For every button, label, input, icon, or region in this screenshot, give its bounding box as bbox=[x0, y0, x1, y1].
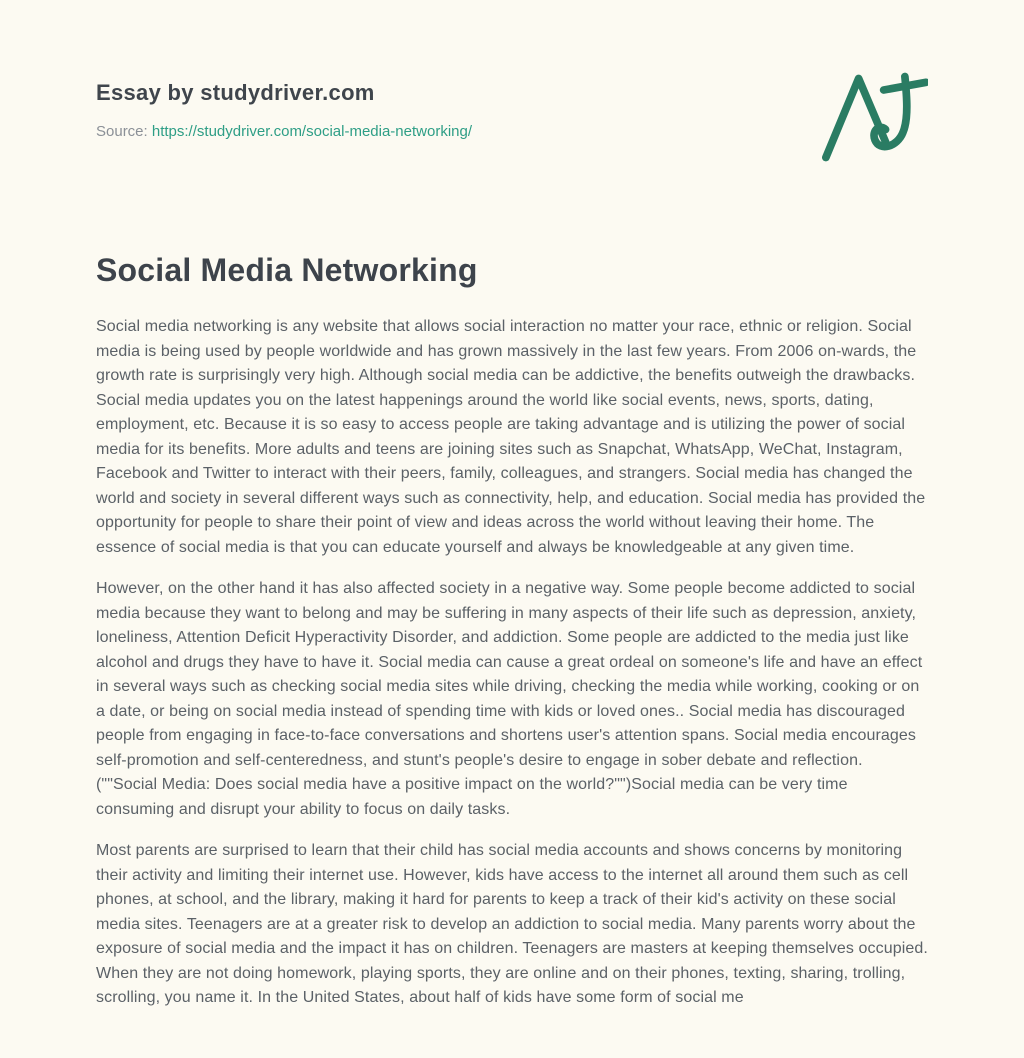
essay-by-heading: Essay by studydriver.com bbox=[96, 80, 375, 105]
essay-paragraph: Social media networking is any website that allows social interaction no matter your race, ethnic or religion. Social media is being used by people worldwide and has grown massively in the last few years. From 2006 on-wards, the growth rate is surprisingly very high. Although social media can be addictive, the benefits outweigh the drawbacks. Social media updates you on the latest happenings around the world like social events, news, sports, dating, employment, etc. Because it is so easy to access people are taking advantage and is utilizing the power of social media for its benefits. More adults and teens are joining sites such as Snapchat, WhatsApp, WeChat, Instagram, Facebook and Twitter to interact with their peers, family, colleagues, and strangers. Social media has changed the world and society in several different ways such as connectivity, help, and education. Social media has provided the opportunity for people to share their point of view and ideas across the world without leaving their home. The essence of social media is that you can educate yourself and always be knowledgeable at any given time. bbox=[96, 318, 926, 556]
essay-paragraph: Most parents are surprised to learn that their child has social media accounts and shows concerns by monitoring their activity and limiting their internet use. However, kids have access to the internet all around them such as cell phones, at school, and the library, making it hard for parents to keep a track of their kid's activity on these social media sites. Teenagers are at a greater risk to develop an addiction to social media. Many parents worry about the exposure of social media and the impact it has on children. Teenagers are masters at keeping themselves occupied. When they are not doing homework, playing sports, they are online and on their phones, texting, sharing, trolling, scrolling, you name it. In the United States, about half of kids have some form of social me bbox=[96, 842, 928, 1006]
essay-body bbox=[96, 315, 928, 1011]
source-line bbox=[96, 123, 928, 140]
source-url-link[interactable]: https://studydriver.com/social-media-networking/ bbox=[151, 123, 473, 140]
studydriver-logo-icon bbox=[822, 72, 928, 162]
source-label: Source: bbox=[96, 123, 148, 140]
page-header bbox=[96, 0, 928, 140]
essay-paragraph: However, on the other hand it has also affected society in a negative way. Some people become addicted to social media because they want to belong and may be suffering in many aspects of their life such as depression, anxiety, loneliness, Attention Deficit Hyperactivity Disorder, and addiction. Some people are addicted to the media just like alcohol and drugs they have to have it. Social media can cause a great ordeal on someone's life and have an effect in several ways such as checking social media sites while driving, checking the media while working, cooking or on a date, or being on social media instead of spending time with kids or loved ones.. Social media has discouraged people from engaging in face-to-face conversations and shortens user's attention spans. Social media encourages self-promotion and self-centeredness, and stunt's people's desire to engage in sober debate and reflection. (""Social Media: Does social media have a positive impact on the world?"")Social media can be very time consuming and disrupt your ability to focus on daily tasks. bbox=[96, 580, 923, 818]
article-title: Social Media Networking bbox=[96, 252, 478, 288]
